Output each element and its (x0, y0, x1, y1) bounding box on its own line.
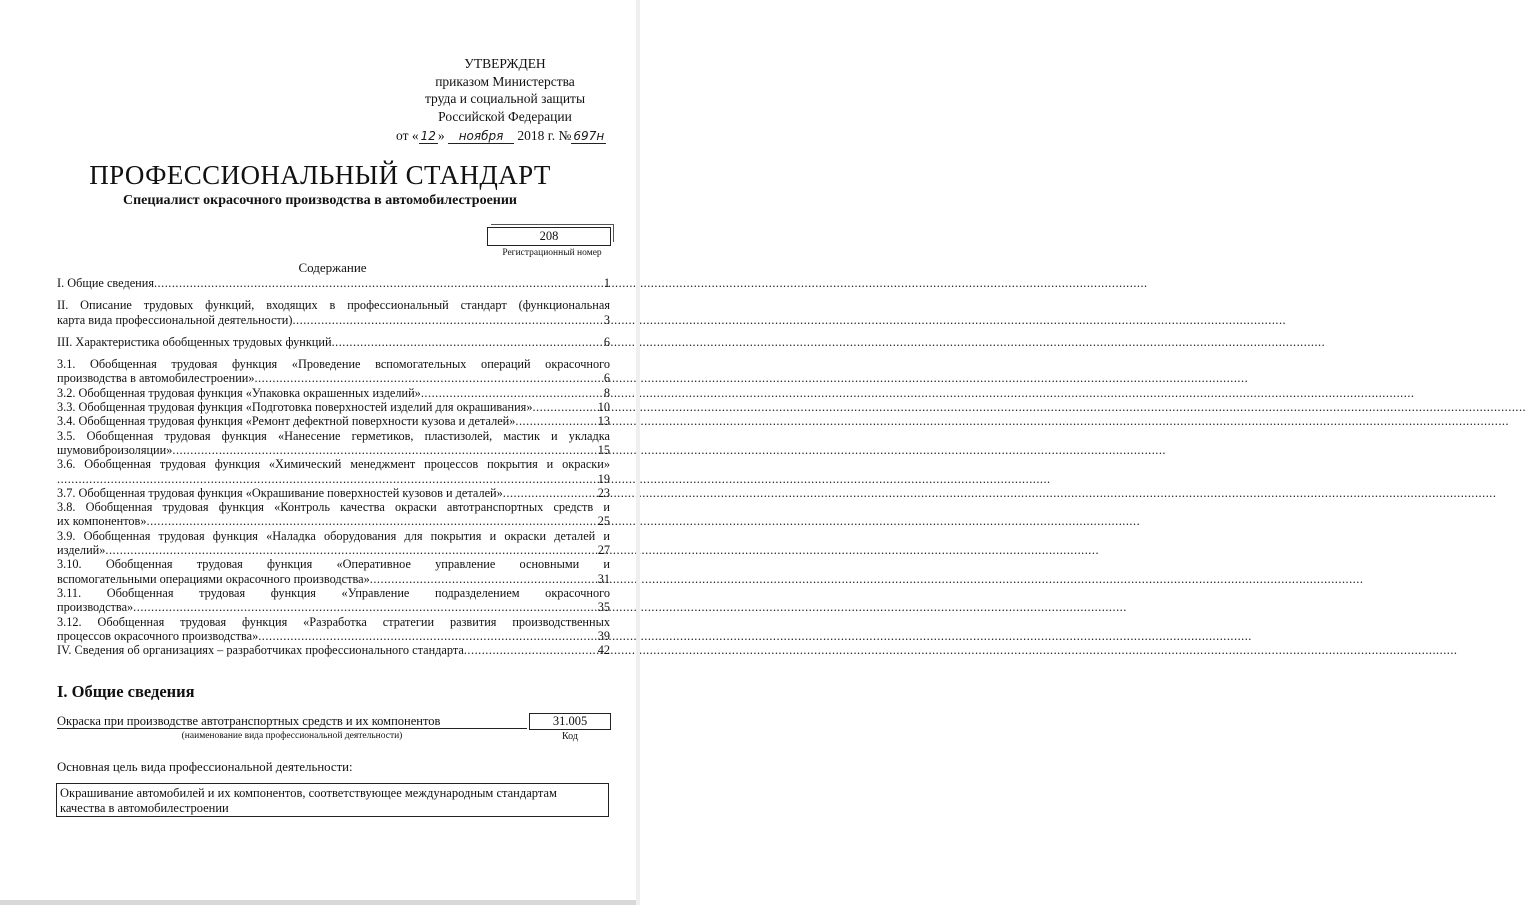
activity-caption: (наименование вида профессиональной деятельности) (181, 731, 403, 741)
toc-item[interactable]: 3.5. Обобщенная трудовая функция «Нанесение герметиков, пластизолей, мастик и укладка шумовиброизоляции» ..... 15 (57, 429, 610, 458)
toc-item[interactable]: IV. Сведения об организациях – разработчиках профессионального стандарта ..... 42 (57, 643, 610, 657)
registration-number: 208 (487, 227, 611, 246)
document-subtitle: Специалист окрасочного производства в автомобилестроении (123, 193, 517, 208)
toc-title: Содержание (298, 260, 367, 275)
toc-item[interactable]: 3.4. Обобщенная трудовая функция «Ремонт дефектной поверхности кузова и деталей» ..... 13 (57, 414, 610, 428)
code-caption: Код (562, 731, 578, 742)
document-title: ПРОФЕССИОНАЛЬНЫЙ СТАНДАРТ (89, 160, 551, 190)
handwritten-month: ноября (448, 129, 514, 144)
approval-line-federation: Российской Федерации (438, 108, 572, 124)
approval-line-ministry: приказом Министерства (435, 73, 575, 89)
approval-heading: УТВЕРЖДЕН (464, 56, 546, 71)
handwritten-day: 12 (420, 129, 436, 143)
toc-item[interactable]: 3.8. Обобщенная трудовая функция «Контроль качества окраски автотранспортных средств и их компонентов» ..... 25 (57, 500, 610, 529)
toc-item[interactable]: 3.7. Обобщенная трудовая функция «Окрашивание поверхностей кузовов и деталей» ..... 23 (57, 486, 610, 500)
scan-edge-bottom (0, 900, 640, 905)
toc-item[interactable]: 3.11. Обобщенная трудовая функция «Управление подразделением окрасочного производства» ..... 35 (57, 586, 610, 615)
toc-item[interactable]: 3.1. Обобщенная трудовая функция «Проведение вспомогательных операций окрасочного производства в автомобилестроении» ..... 6 (57, 357, 610, 386)
date-prefix: от « (396, 128, 419, 143)
date-year: 2018 г. № (517, 128, 572, 143)
approval-date (396, 127, 606, 144)
date-mid: » (437, 128, 445, 143)
goal-label: Основная цель вида профессиональной деятельности: (57, 760, 353, 774)
toc-item[interactable]: 3.10. Обобщенная трудовая функция «Оперативное управление основными и вспомогательными операциями окрасочного производства» ..... 31 (57, 557, 610, 586)
approval-block (380, 55, 630, 125)
scan-edge-right (636, 0, 640, 905)
toc-item[interactable]: III. Характеристика обобщенных трудовых функций ..... 6 (57, 335, 610, 349)
registration-caption: Регистрационный номер (502, 248, 602, 258)
toc-item[interactable]: 3.2. Обобщенная трудовая функция «Упаковка окрашенных изделий» ..... 8 (57, 386, 610, 400)
table-of-contents (57, 276, 610, 657)
toc-item[interactable]: II. Описание трудовых функций, входящих в профессиональный стандарт (функциональная карта вида профессиональной деятельности) ..... 3 (57, 298, 610, 327)
toc-item[interactable]: 3.3. Обобщенная трудовая функция «Подготовка поверхностей изделий для окрашивания» ..... 10 (57, 400, 610, 414)
goal-text: Окрашивание автомобилей и их компонентов, соответствующее международным стандартам качества в автомобилестроении (56, 783, 609, 817)
toc-item[interactable]: 3.12. Обобщенная трудовая функция «Разработка стратегии развития производственных процессов окрасочного производства» ..... 39 (57, 615, 610, 644)
activity-name: Окраска при производстве автотранспортных средств и их компонентов (57, 714, 527, 729)
activity-code: 31.005 (529, 713, 611, 730)
toc-item[interactable]: 3.9. Обобщенная трудовая функция «Наладка оборудования для покрытия и окраски деталей и изделий» ..... 27 (57, 529, 610, 558)
toc-item[interactable]: 3.6. Обобщенная трудовая функция «Химический менеджмент процессов покрытия и окраски» ..... 19 (57, 457, 610, 486)
handwritten-number: 697н (573, 129, 605, 143)
section-heading: I. Общие сведения (57, 682, 195, 701)
approval-line-labour: труда и социальной защиты (424, 91, 586, 106)
toc-item[interactable]: I. Общие сведения ..... 1 (57, 276, 610, 290)
